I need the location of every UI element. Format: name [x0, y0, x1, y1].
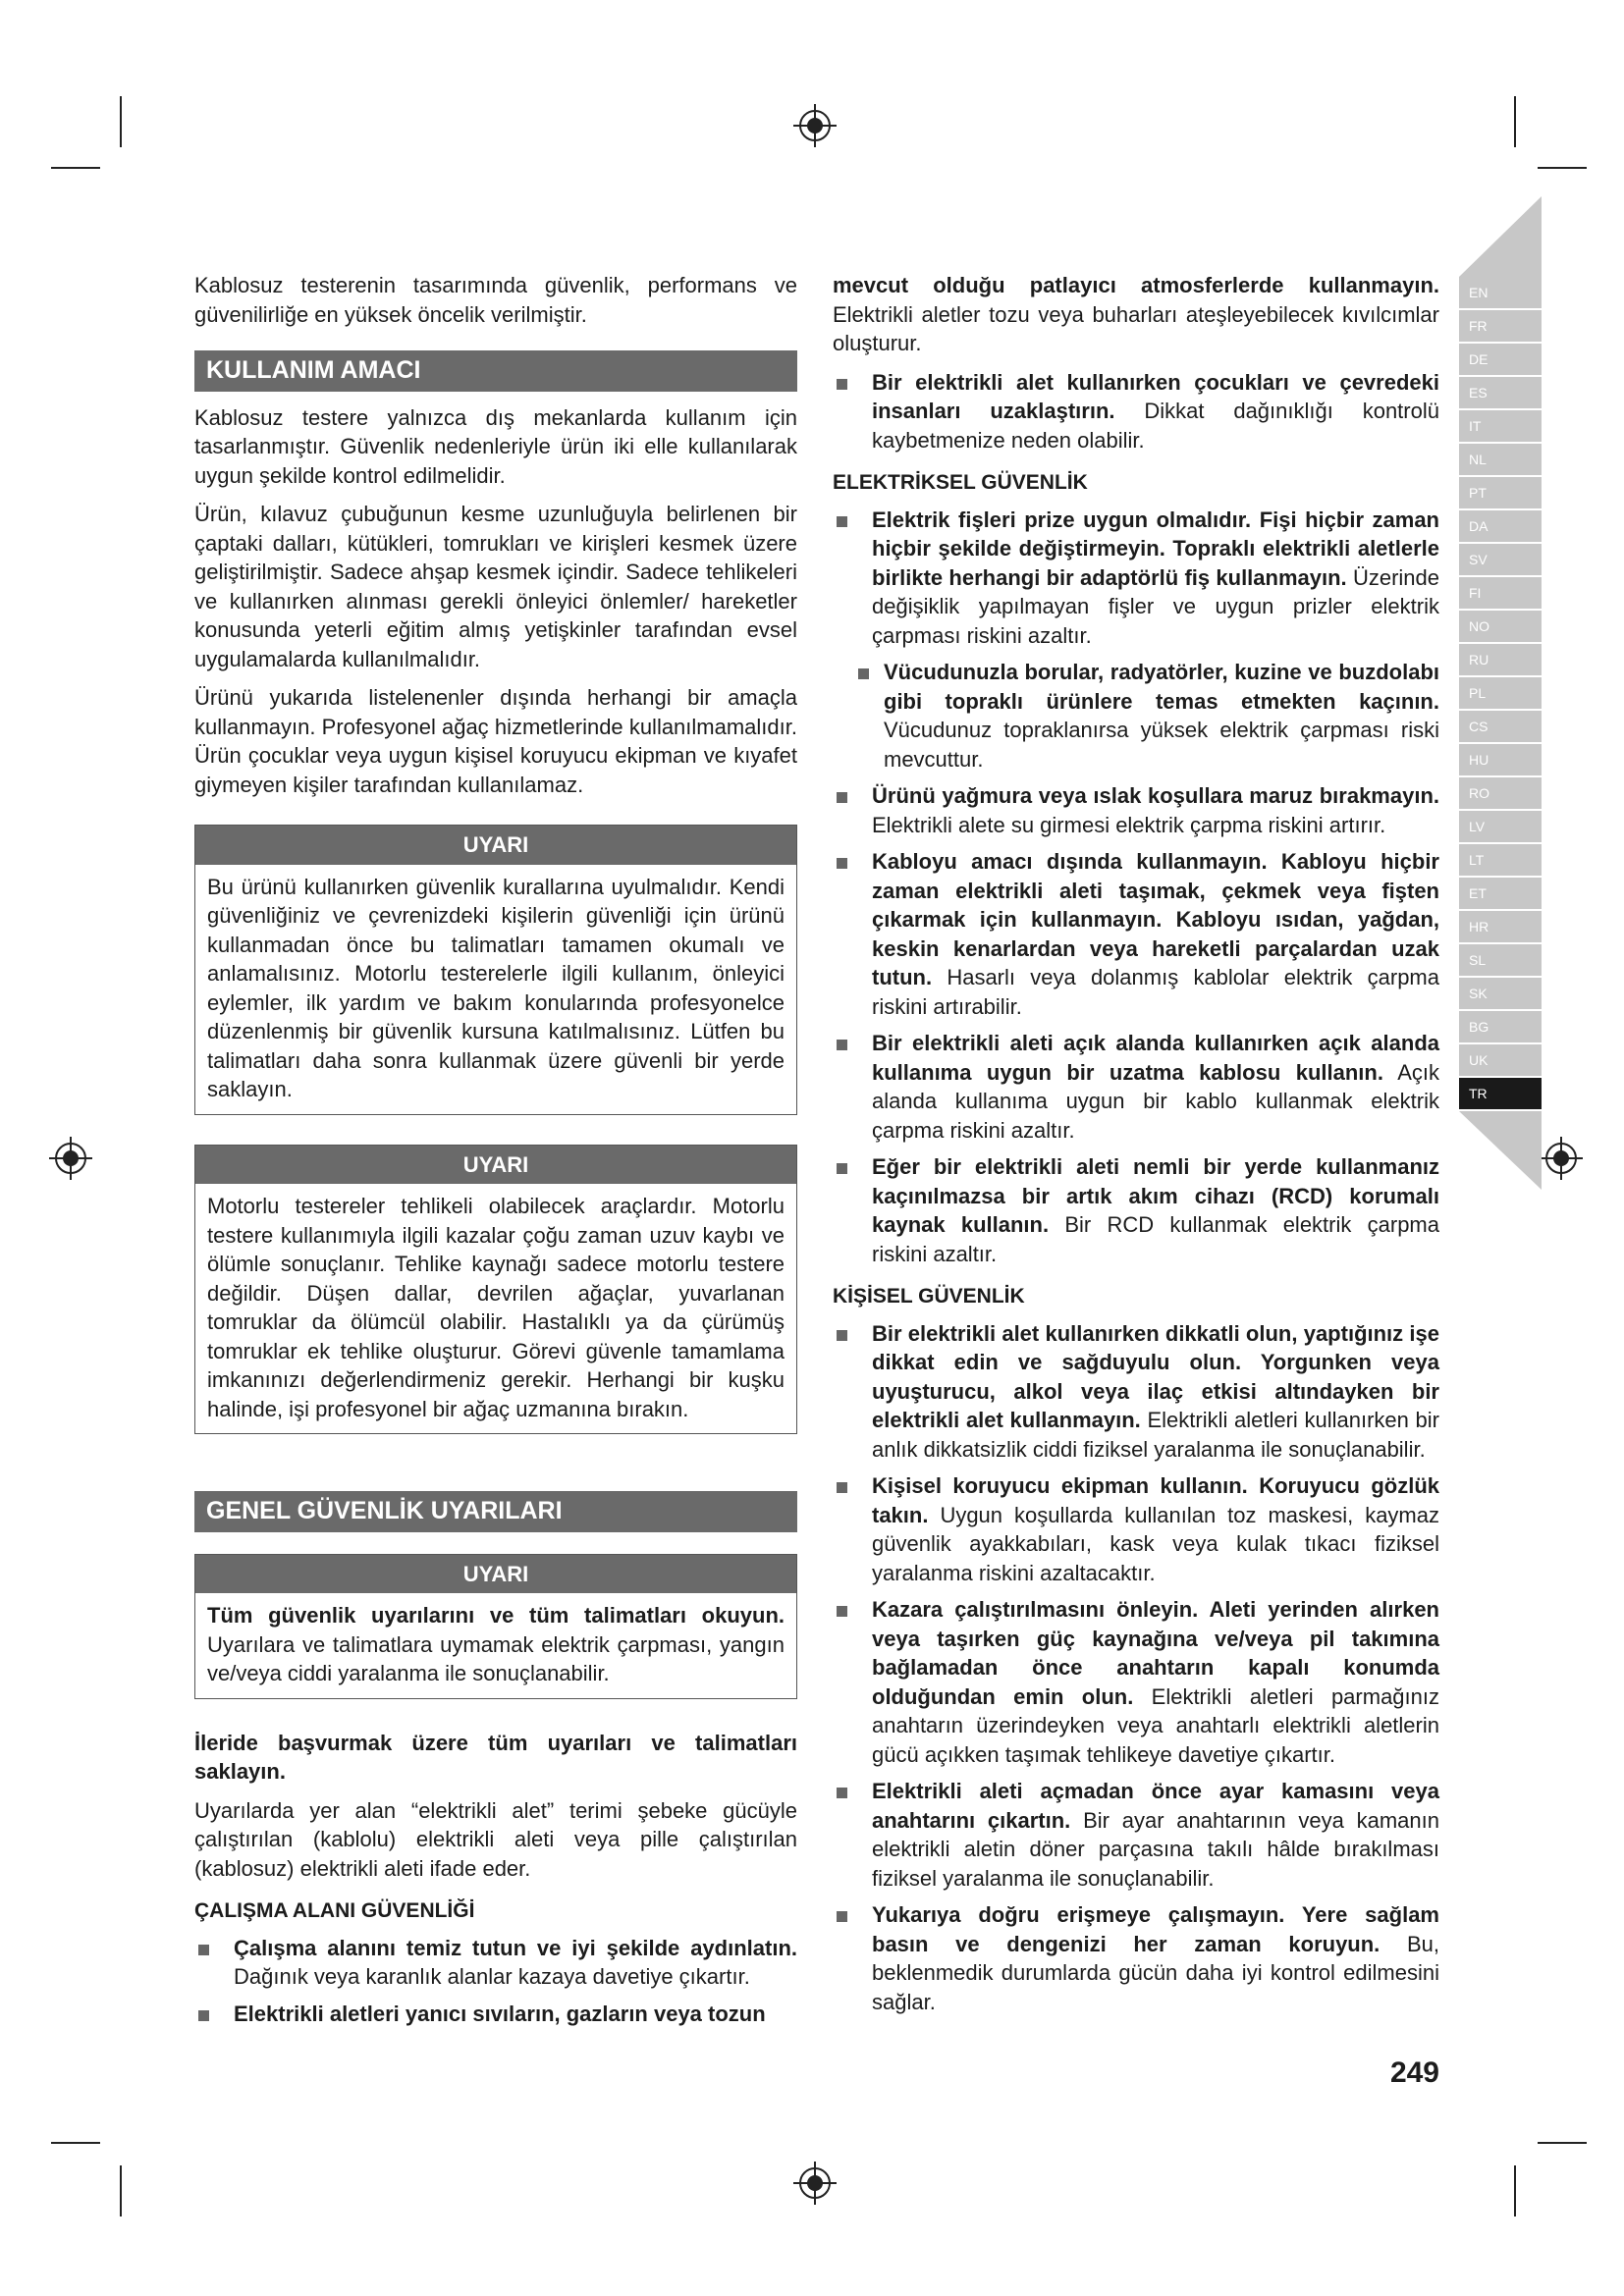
- intro-text: Kablosuz testerenin tasarımında güvenlik, performans ve güvenilirliğe en yüksek öncelik verilmiştir.: [194, 273, 797, 327]
- crop-mark: [1514, 96, 1516, 147]
- language-tab-fi[interactable]: FI: [1459, 577, 1542, 609]
- crop-mark: [120, 2165, 122, 2216]
- registration-mark-icon: [49, 1137, 92, 1180]
- crop-mark: [1514, 2165, 1516, 2216]
- language-tab-hu[interactable]: HU: [1459, 744, 1542, 775]
- paragraph: Kablosuz testere yalnızca dış mekanlarda kullanım için tasarlanmıştır. Güvenlik nedenleriyle ürün iki elle kullanılarak uygun şekilde kontrol edilmelidir.: [194, 404, 797, 488]
- registration-mark-icon: [793, 2162, 837, 2205]
- language-tabs: [1459, 277, 1542, 1111]
- page-number: 249: [1389, 2056, 1439, 2089]
- language-tab-nl[interactable]: NL: [1459, 444, 1542, 475]
- language-tab-es[interactable]: ES: [1459, 377, 1542, 408]
- language-tab-it[interactable]: IT: [1459, 410, 1542, 442]
- subheading-elektrik: ELEKTRİKSEL GÜVENLİK: [833, 471, 1088, 494]
- elektrik-list: [833, 506, 1439, 1269]
- list-item: Bir elektrikli aleti açık alanda kullanırken açık alanda kullanıma uygun bir uzatma kablosu kullanın. Açık alanda kullanıma uygun bir kablo kullanmak elektrik çarpma riskini azaltır.: [833, 1029, 1439, 1145]
- warning-bold-text: Tüm güvenlik uyarılarını ve tüm talimatları okuyun.: [207, 1603, 785, 1628]
- term-note: Uyarılarda yer alan “elektrikli alet” terimi şebeke gücüyle çalıştırılan (kablolu) elektrikli aleti veya pille çalıştırılan (kablosuz) elektrikli aleti ifade eder.: [194, 1797, 797, 1881]
- list-item: Bir elektrikli alet kullanırken çocukları ve çevredeki insanları uzaklaştırın. Dikkat dağınıklığı kontrolü kaybetmenize neden olabilir.: [833, 368, 1439, 455]
- language-tab-cs[interactable]: CS: [1459, 711, 1542, 742]
- list-item: Vücudunuzla borular, radyatörler, kuzine ve buzdolabı gibi topraklı ürünlere temas etmekten kaçının. Vücudunuz topraklanırsa yüksek elektrik çarpması riski mevcuttur.: [833, 658, 1439, 774]
- list-item: Elektrikli aleti açmadan önce ayar kamasını veya anahtarını çıkartın. Bir ayar anahtarının veya kamanın elektrikli aletin döner parçasına takılı hâlde bırakılması fiziksel yaralanma ile sonuçlanabilir.: [833, 1777, 1439, 1893]
- language-tab-lv[interactable]: LV: [1459, 811, 1542, 842]
- language-tab-tr[interactable]: TR: [1459, 1078, 1542, 1109]
- crop-mark: [51, 2142, 100, 2144]
- warning-title: UYARI: [195, 1555, 796, 1594]
- warning-body: Motorlu testereler tehlikeli olabilecek araçlardır. Motorlu testere kullanımıyla ilgili kazalar çoğu zaman uzuv kaybı ve ölümle sonuçlanır. Tehlike kaynağı sadece motorlu testere değildir. Düşen dallar, devrilen ağaçlar, yuvarlanan tomruklar da ölümcül olabilir. Hastalıklı ya da çürümüş tomruklar ek tehlike oluşturur. Görevi güvenle tamamlama imkanınızı değerlendirmeniz gerekir. Herhangi bir kuşku halinde, işi profesyonel bir ağaç uzmanına bırakın.: [207, 1194, 785, 1421]
- list-item: Yukarıya doğru erişmeye çalışmayın. Yere sağlam basın ve dengenizi her zaman koruyun. Bu, beklenmedik durumlarda gücün daha iyi kontrol edilmesini sağlar.: [833, 1900, 1439, 2016]
- crop-mark: [51, 167, 100, 169]
- continued-item: mevcut olduğu patlayıcı atmosferlerde kullanmayın. Elektrikli aletler tozu veya buharları ateşleyebilecek kıvılcımlar oluşturur.: [833, 273, 1439, 355]
- language-tab-fr[interactable]: FR: [1459, 310, 1542, 342]
- language-tab-sl[interactable]: SL: [1459, 944, 1542, 976]
- language-tab-bg[interactable]: BG: [1459, 1011, 1542, 1042]
- language-tab-lt[interactable]: LT: [1459, 844, 1542, 876]
- left-column: [194, 271, 797, 2036]
- language-tab-da[interactable]: DA: [1459, 510, 1542, 542]
- crop-mark: [120, 96, 122, 147]
- tab-top-triangle: [1459, 196, 1542, 277]
- warning-body: Uyarılara ve talimatlara uymamak elektrik çarpması, yangın ve/veya ciddi yaralanma ile sonuçlanabilir.: [207, 1631, 785, 1685]
- language-tab-no[interactable]: NO: [1459, 611, 1542, 642]
- language-tab-de[interactable]: DE: [1459, 344, 1542, 375]
- language-tab-ru[interactable]: RU: [1459, 644, 1542, 675]
- list-item: Çalışma alanını temiz tutun ve iyi şekilde aydınlatın. Dağınık veya karanlık alanlar kazaya davetiye çıkartır.: [194, 1934, 797, 1992]
- list-item: Elektrikli aletleri yanıcı sıvıların, gazların veya tozun: [194, 2000, 797, 2029]
- language-tab-sk[interactable]: SK: [1459, 978, 1542, 1009]
- language-tab-et[interactable]: ET: [1459, 878, 1542, 909]
- language-tab-en[interactable]: EN: [1459, 277, 1542, 308]
- warning-title: UYARI: [195, 1146, 796, 1185]
- list-item: Kişisel koruyucu ekipman kullanın. Koruyucu gözlük takın. Uygun koşullarda kullanılan toz maskesi, kaymaz güvenlik ayakkabıları, kask veya kulak tıkacı fiziksel yaralanma riskini azaltacaktır.: [833, 1471, 1439, 1587]
- registration-mark-icon: [1540, 1137, 1583, 1180]
- right-column: [833, 271, 1439, 2024]
- section-header-genel: GENEL GÜVENLİK UYARILARI: [194, 1491, 797, 1532]
- list-item: Ürünü yağmura veya ıslak koşullara maruz bırakmayın. Elektrikli alete su girmesi elektrik çarpma riskini artırır.: [833, 781, 1439, 839]
- warning-box: [194, 1145, 797, 1435]
- registration-mark-icon: [793, 104, 837, 147]
- warning-box: [194, 1554, 797, 1699]
- list-item: Eğer bir elektrikli aleti nemli bir yerde kullanmanız kaçınılmazsa bir artık akım cihazı (RCD) korumalı kaynak kullanın. Bir RCD kullanmak elektrik çarpma riskini azaltır.: [833, 1152, 1439, 1268]
- crop-mark: [1538, 2142, 1587, 2144]
- language-tab-uk[interactable]: UK: [1459, 1044, 1542, 1076]
- language-tab-pt[interactable]: PT: [1459, 477, 1542, 508]
- calisma-list: [194, 1934, 797, 2029]
- list-item: Kazara çalıştırılmasını önleyin. Aleti yerinden alırken veya taşırken güç kaynağına ve/veya pil takımına bağlamadan önce anahtarın kapalı konumda olduğundan emin olun. Elektrikli aletleri parmağınız anahtarın üzerindeyken veya anahtarlı elektrikli aletlerin gücü açıkken taşımak tehlikeye davetiye çıkartır.: [833, 1595, 1439, 1769]
- language-tab-pl[interactable]: PL: [1459, 677, 1542, 709]
- paragraph: Ürün, kılavuz çubuğunun kesme uzunluğuyla belirlenen bir çaptaki dalları, kütükleri, tomrukları ve kirişleri kesmek üzere geliştirilmiştir. Sadece ahşap kesmek içindir. Sadece tehlikeleri ve kullanırken alınması gerekli önleyici önlemler/ hareketler konusunda yeterli eğitim almış yetişkinler tarafından evsel uygulamalarda kullanılmalıdır.: [194, 502, 797, 671]
- language-tab-sv[interactable]: SV: [1459, 544, 1542, 575]
- language-tab-hr[interactable]: HR: [1459, 911, 1542, 942]
- subheading-calisma: ÇALIŞMA ALANI GÜVENLİĞİ: [194, 1899, 475, 1922]
- language-tab-ro[interactable]: RO: [1459, 777, 1542, 809]
- list-item: Kabloyu amacı dışında kullanmayın. Kabloyu hiçbir zaman elektrikli aleti taşımak, çekmek veya fişten çıkarmak için kullanmayın. Kabloyu ısıdan, yağdan, keskin kenarlardan veya hareketli parçalardan uzak tutun. Hasarlı veya dolanmış kablolar elektrik çarpma riskini artırabilir.: [833, 847, 1439, 1021]
- paragraph: Ürünü yukarıda listelenenler dışında herhangi bir amaçla kullanmayın. Profesyonel ağaç hizmetlerinde kullanılmamalıdır. Ürün çocuklar veya uygun kişisel koruyucu ekipman ve kıyafet giymeyen kişiler tarafından kullanılamaz.: [194, 685, 797, 797]
- list-item: Bir elektrikli alet kullanırken dikkatli olun, yaptığınız işe dikkat edin ve sağduyulu olun. Yorgunken veya uyuşturucu, alkol veya ilaç etkisi altındayken bir elektrikli alet kullanmayın. Elektrikli aletleri kullanırken bir anlık dikkatsizlik ciddi fiziksel yaralanma ile sonuçlanabilir.: [833, 1319, 1439, 1465]
- kisisel-list: [833, 1319, 1439, 2017]
- save-note: İleride başvurmak üzere tüm uyarıları ve talimatları saklayın.: [194, 1730, 797, 1784]
- crop-mark: [1538, 167, 1587, 169]
- subheading-kisisel: KİŞİSEL GÜVENLİK: [833, 1285, 1025, 1308]
- warning-box: [194, 825, 797, 1115]
- section-header-kullanim-amaci: KULLANIM AMACI: [194, 350, 797, 392]
- list-item: Elektrik fişleri prize uygun olmalıdır. Fişi hiçbir zaman hiçbir şekilde değiştirmeyin. Topraklı elektrikli aletlerle birlikte herhangi bir adaptörlü fiş kullanmayın. Üzerinde değişiklik yapılmayan fişler ve uygun prizler elektrik çarpması riskini azaltır.: [833, 506, 1439, 651]
- tab-bottom-triangle: [1459, 1111, 1542, 1190]
- warning-title: UYARI: [195, 826, 796, 865]
- warning-body: Bu ürünü kullanırken güvenlik kurallarına uyulmalıdır. Kendi güvenliğiniz ve çevrenizdeki kişilerin güvenliği için ürünü kullanmadan önce bu talimatları tamamen okumalı ve anlamalısınız. Motorlu testerelerle ilgili kullanım, önleyici eylemler, ilk yardım ve bakım konularında profesyonelce düzenlenmiş bir güvenlik kursuna katılmalısınız. Lütfen bu talimatları daha sonra kullanmak üzere güvenli bir yerde saklayın.: [207, 874, 785, 1101]
